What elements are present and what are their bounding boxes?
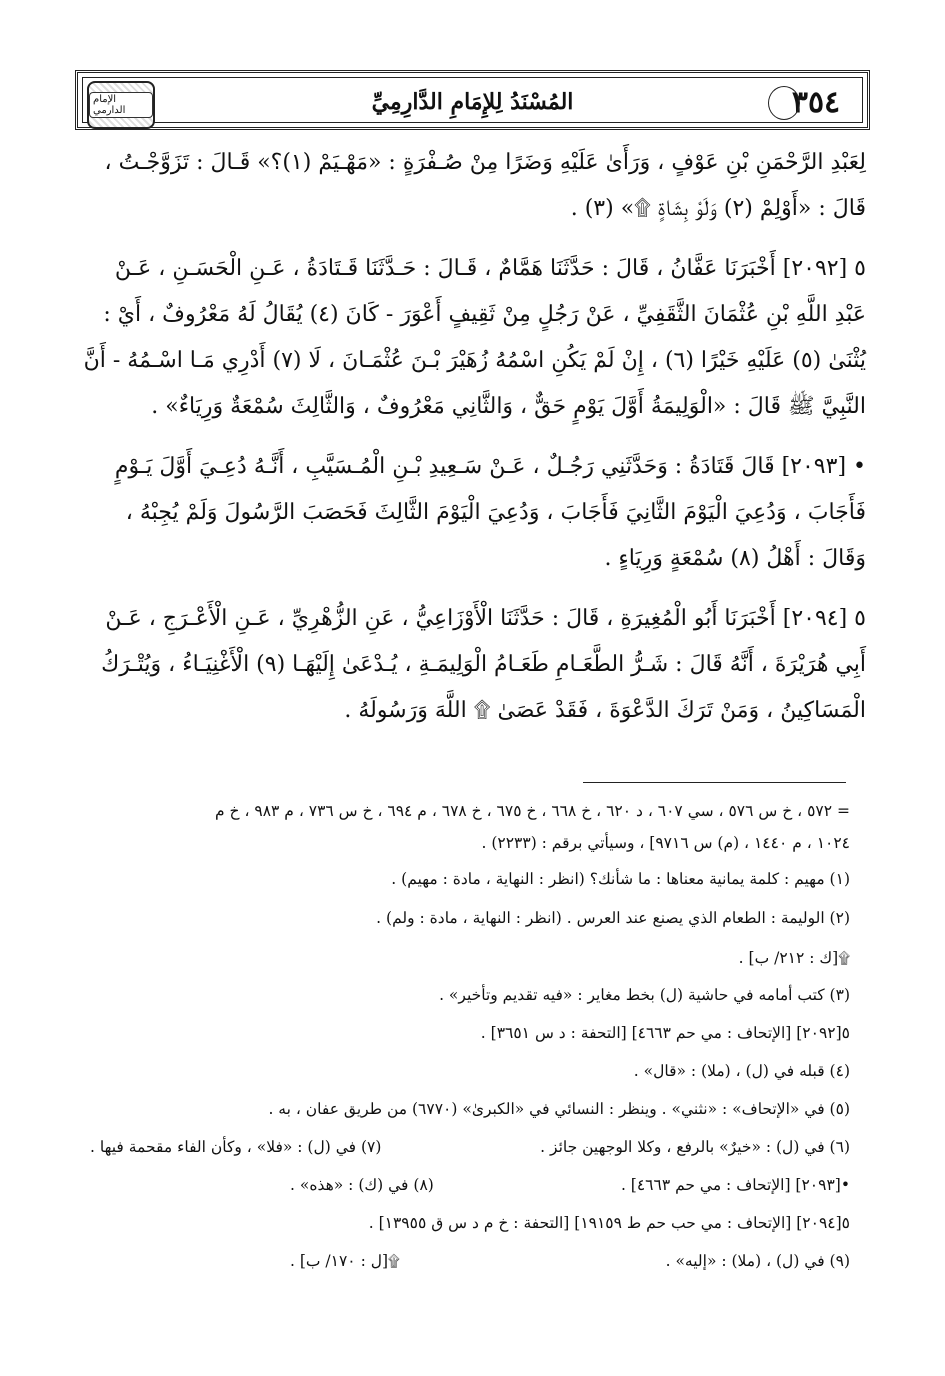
book-title: المُسْنَدُ لِلإِمَامِ الدَّارِمِيِّ xyxy=(371,89,574,115)
text-line: يُثْنَىٰ (٥) عَلَيْهِ خَيْرًا (٦) ، إِنْ لَمْ يَكُنِ اسْمُهُ زُهَيْرَ بْـنَ عُثْمَـانَ ، لَا (٧) أَدْرِي مَـا اسْـمُهُ - أَنَّ xyxy=(83,348,866,373)
footnote-pair xyxy=(90,1138,850,1156)
footnote-divider xyxy=(583,782,846,783)
footnote: (٣) كتب أمامه في حاشية (ل) بخط مغاير : «فيه تقديم وتأخير» . xyxy=(439,986,850,1004)
footnote: (٢) الوليمة : الطعام الذي يصنع عند العرس . (انظر : النهاية ، مادة : ولم) . xyxy=(376,909,850,927)
text-line: وَقَالَ : أَهْلُ (٨) سُمْعَةٍ وَرِيَاءٍ . xyxy=(604,546,866,571)
footnote: (٦) في (ل) : «خيرٌ» بالرفع ، وكلا الوجهين جائز . xyxy=(540,1138,850,1156)
hadith-continuation xyxy=(80,140,866,232)
text-line: عَبْدِ اللَّهِ بْنِ عُثْمَانَ الثَّقَفِيِّ ، عَنْ رَجُلٍ مِنْ ثَقِيفٍ أَعْوَرَ - كَانَ (٤) يُقَالُ لَهُ مَعْرُوفٌ ، أَيْ : xyxy=(103,302,866,327)
text-line: ٥ [٢٠٩٤] أَخْبَرَنَا أَبُو الْمُغِيرَةِ ، قَالَ : حَدَّثَنَا الْأَوْزَاعِيُّ ، عَنِ الزُّهْرِيِّ ، عَـنِ الْأَعْـرَجِ ، عَـنْ xyxy=(105,606,866,631)
main-text xyxy=(80,140,866,734)
footnote: (١) مهيم : كلمة يمانية معناها : ما شأنك؟ (انظر : النهاية ، مادة : مهيم) . xyxy=(391,870,850,888)
footnote: (٤) قبله في (ل) ، (ملا) : «قال» . xyxy=(633,1062,850,1080)
text-line: • [٢٠٩٣] قَالَ قَتَادَةُ : وَحَدَّثَنِي رَجُـلٌ ، عَـنْ سَـعِيدِ بْـنِ الْمُـسَيَّبِ ، أَنَّـهُ دُعِـيَ أَوَّلَ يَـوْمٍ xyxy=(114,454,866,479)
footnote: (٩) في (ل) ، (ملا) : «إليه» . xyxy=(665,1252,850,1270)
text-line: النَّبِيَّ ﷺ قَالَ : «الْوَلِيمَةُ أَوَّلَ يَوْمٍ حَقٌّ ، وَالثَّانِي مَعْرُوفٌ ، وَالثَّالِثَ سُمْعَةٌ وَرِيَاءٌ» . xyxy=(151,394,866,419)
text-line: الْمَسَاكِينُ ، وَمَنْ تَرَكَ الدَّعْوَةَ ، فَقَدْ عَصَىٰ ۩ اللَّهَ وَرَسُولَهُ . xyxy=(344,698,866,723)
footnote-pair xyxy=(290,1252,850,1271)
footnote: ۩[ل : ١٧٠/ ب] . xyxy=(290,1252,400,1270)
text-line: فَأَجَابَ ، وَدُعِيَ الْيَوْمَ الثَّانِيَ فَأَجَابَ ، وَدُعِيَ الْيَوْمَ الثَّالِثَ فَحَصَبَ الرَّسُولَ وَلَمْ يُجِبْهُ ، xyxy=(125,500,866,525)
footnote-pair xyxy=(290,1176,850,1194)
footnote: = ٥٧٢ ، خ س ٥٧٦ ، سي ٦٠٧ ، د ٦٢٠ ، خ ٦٦٨ ، خ ٦٧٥ ، خ ٦٧٨ ، م ٦٩٤ ، خ س ٧٣٦ ، م ٩٨٣ ، خ م xyxy=(215,802,850,820)
footnote: ٥[٢٠٩٤] [الإتحاف : مي حب حم ط ١٩١٥٩] [التحفة : خ م د س ق ١٣٩٥٥] . xyxy=(368,1214,850,1232)
text-line: قَالَ : «أَوْلِمْ (٢) وَلَوْ بِشَاةٍ ۩» (٣) . xyxy=(570,196,866,221)
book-emblem-icon xyxy=(87,81,155,129)
text-line: أَبِي هُرَيْرَةَ ، أَنَّهُ قَالَ : شَـرُّ الطَّعَـامِ طَعَـامُ الْوَلِيمَـةِ ، يُـدْعَىٰ إِلَيْهَـا (٩) الْأَغْنِيَـاءُ ، وَيُتْـرَكُ xyxy=(101,652,866,677)
text-line: لِعَبْدِ الرَّحْمَنِ بْنِ عَوْفٍ ، وَرَأَىٰ عَلَيْهِ وَضَرًا مِنْ صُـفْرَةٍ : «مَهْـيَمْ (١)؟» قَـالَ : تَزَوَّجْـتُ ، xyxy=(104,150,866,175)
footnote: (٥) في «الإتحاف» : «نثني» . وينظر : النسائي في «الكبرىٰ» (٦٧٧٠) من طريق عفان ، به . xyxy=(268,1100,850,1118)
hadith-2094 xyxy=(80,596,866,734)
page-header xyxy=(75,70,870,130)
footnote: (٨) في (ك) : «هذه» . xyxy=(290,1176,434,1194)
footnote: ١٠٢٤ ، م ١٤٤٠ ، (م) س ٩٧١٦] ، وسيأتي برقم : (٢٢٣٣) . xyxy=(481,834,850,852)
hadith-2092 xyxy=(80,246,866,430)
footnote: ۩[ك : ٢١٢/ ب] . xyxy=(738,949,850,967)
footnote: ٥[٢٠٩٢] [الإتحاف : مي حم ٤٦٦٣] [التحفة : د س ٣٦٥١] . xyxy=(480,1024,850,1042)
header-frame xyxy=(82,77,863,123)
hadith-2093 xyxy=(80,444,866,582)
page-number: ٣٥٤ xyxy=(776,80,856,124)
footnote: (٧) في (ل) : «فلا» ، وكأن الفاء مقحمة فيها . xyxy=(90,1138,382,1156)
text-line: ٥ [٢٠٩٢] أَخْبَرَنَا عَفَّانُ ، قَالَ : حَدَّثَنَا هَمَّامٌ ، قَـالَ : حَـدَّثَنَا قَـتَادَةُ ، عَـنِ الْحَسَـنِ ، عَـنْ xyxy=(114,256,866,281)
footnote: •[٢٠٩٣] [الإتحاف : مي حم ٤٦٦٣] . xyxy=(620,1176,850,1194)
emblem-text: الإمام الدارمي xyxy=(89,92,153,118)
